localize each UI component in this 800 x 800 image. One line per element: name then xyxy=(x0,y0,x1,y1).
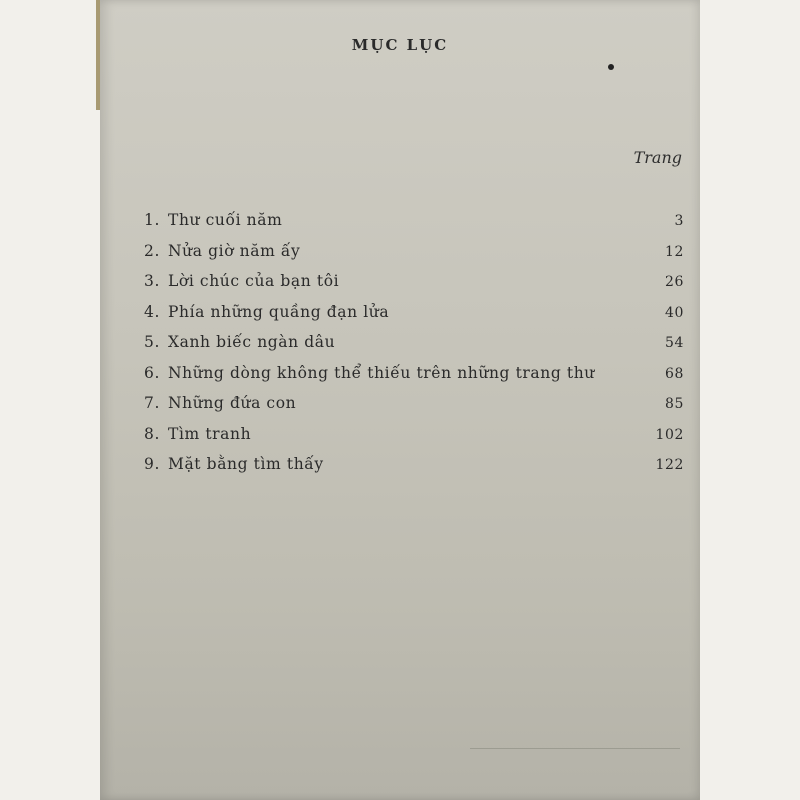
entry-number: 9. xyxy=(144,455,160,473)
entry-page: 26 xyxy=(664,274,684,290)
entry-title: Mặt bằng tìm thấy xyxy=(168,455,324,473)
toc-entry xyxy=(134,332,684,363)
entry-title: Nửa giờ năm ấy xyxy=(168,241,301,260)
toc-title: MỤC LỤC xyxy=(351,36,449,54)
ink-dot xyxy=(608,64,614,70)
toc-list xyxy=(134,210,684,485)
entry-title: Những đứa con xyxy=(168,394,297,412)
toc-entry xyxy=(134,302,684,333)
entry-page: 102 xyxy=(655,426,684,443)
entry-page: 85 xyxy=(664,396,684,412)
entry-number: 6. xyxy=(144,363,160,382)
entry-title: Thư cuối năm xyxy=(168,211,283,229)
entry-number: 1. xyxy=(144,211,160,229)
toc-entry xyxy=(134,363,684,394)
toc-entry xyxy=(134,241,684,272)
toc-entry xyxy=(134,454,684,485)
entry-number: 7. xyxy=(144,394,160,412)
entry-page: 3 xyxy=(674,213,684,229)
bleed-through-rule xyxy=(470,748,680,749)
entry-page: 54 xyxy=(664,335,684,351)
entry-number: 3. xyxy=(144,272,160,290)
entry-page: 12 xyxy=(664,243,684,260)
entry-number: 4. xyxy=(144,302,160,321)
toc-entry xyxy=(134,210,684,241)
entry-title: Tìm tranh xyxy=(168,424,252,443)
entry-number: 2. xyxy=(144,241,160,260)
entry-page: 40 xyxy=(664,304,684,321)
entry-title: Lời chúc của bạn tôi xyxy=(168,272,340,290)
entry-page: 68 xyxy=(664,365,684,382)
entry-page: 122 xyxy=(655,457,684,473)
toc-entry xyxy=(134,393,684,424)
toc-entry xyxy=(134,424,684,455)
page-column-header: Trang xyxy=(633,148,682,167)
entry-title: Những dòng không thể thiếu trên những trang thư xyxy=(168,363,595,382)
entry-number: 5. xyxy=(144,333,160,351)
entry-number: 8. xyxy=(144,424,160,443)
entry-title: Xanh biếc ngàn dâu xyxy=(168,333,336,351)
toc-entry xyxy=(134,271,684,302)
entry-title: Phía những quầng đạn lửa xyxy=(168,302,390,321)
